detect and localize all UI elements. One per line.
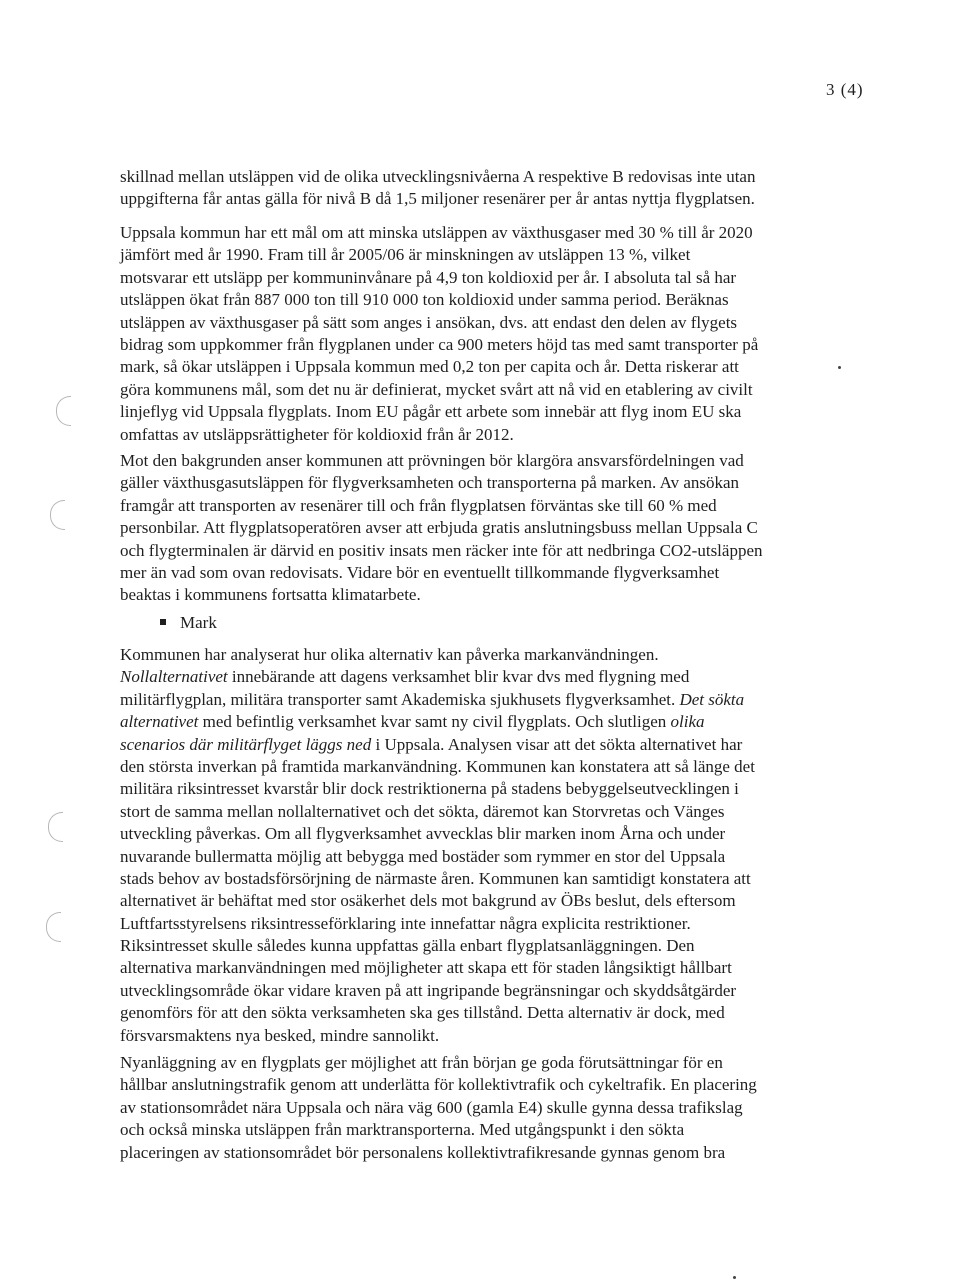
text-line: motsvarar ett utsläpp per kommuninvånare på 4,9 ton koldioxid per år. I absoluta tal så har xyxy=(120,267,737,287)
paragraph-2 xyxy=(120,222,880,446)
text-line xyxy=(120,644,880,666)
text-line: skillnad mellan utsläppen vid de olika utvecklingsnivåerna A respektive B redovisas inte utan xyxy=(120,167,756,186)
italic-term: scenarios där militärflyget läggs ned xyxy=(120,734,372,754)
text-line xyxy=(120,734,880,756)
text-run: i Uppsala. Analysen visar att det sökta alternativet har xyxy=(371,734,743,754)
bullet-square-icon xyxy=(160,619,166,625)
text-line: Uppsala kommun har ett mål om att minska utsläppen av växthusgaser med 30 % till år 2020 xyxy=(120,223,753,242)
text-line xyxy=(120,846,880,868)
text-line: Nyanläggning av en flygplats ger möjlighet att från början ge goda förutsättningar för en xyxy=(120,1053,723,1072)
text-line: framgår att transporten av resenärer till och från flygplatsen förväntas ske till 60 % med xyxy=(120,495,717,515)
text-line: Mot den bakgrunden anser kommunen att prövningen bör klargöra ansvarsfördelningen vad xyxy=(120,451,744,470)
text-run: utveckling påverkas. Om all flygverksamhet avvecklas blir marken inom Årna och under xyxy=(120,824,726,844)
text-run: Luftfartsstyrelsens riksintresseförklaring inte innefattar några explicita restriktioner. xyxy=(120,913,691,933)
margin-mark xyxy=(50,500,65,530)
text-run: militära riksintresset kvarstår blir dock restriktionerna på stadens bebyggelseutvecklingen i xyxy=(120,779,739,799)
text-line: jämfört med år 1990. Fram till år 2005/06 är minskningen av utsläppen 13 %, vilket xyxy=(120,245,691,265)
text-line: personbilar. Att flygplatsoperatören avser att erbjuda gratis anslutningsbuss mellan Uppsala C xyxy=(120,518,758,538)
text-run: utvecklingsområde ökar vidare kraven på att ingripande begränsningar och skyddsåtgärder xyxy=(120,980,737,1000)
text-line: hållbar anslutningstrafik genom att underlätta för kollektivtrafik och cykeltrafik. En placering xyxy=(120,1075,757,1095)
text-run: stads behov av bostadsförsörjning de närmaste åren. Kommunen kan samtidigt konstatera att xyxy=(120,868,751,888)
italic-term: Nollalternativet xyxy=(120,667,228,687)
margin-mark xyxy=(48,812,63,842)
text-line xyxy=(120,823,880,845)
text-line xyxy=(120,756,880,778)
text-line: utsläppen ökat från 887 000 ton till 910 000 ton koldioxid under samma period. Beräknas xyxy=(120,290,729,310)
speck xyxy=(733,1276,736,1279)
text-line: göra kommunens mål, som det nu är definierat, mycket svårt att nå vid en etablering av civilt xyxy=(120,379,753,399)
paragraph-3 xyxy=(120,450,880,607)
text-run: stort de samma mellan nollalternativet och det sökta, däremot kan Storvretas och Vänges xyxy=(120,801,725,821)
text-line: placeringen av stationsområdet bör personalens kollektivtrafikresande gynnas genom bra xyxy=(120,1142,726,1162)
text-run: försvarsmaktens nya besked, mindre sannolikt. xyxy=(120,1025,440,1045)
text-run: den största inverkan på framtida markanvändning. Kommunen kan konstatera att så länge det xyxy=(120,756,755,776)
text-line xyxy=(120,1002,880,1024)
mark-section xyxy=(120,644,880,1047)
text-line xyxy=(120,801,880,823)
italic-term: olika xyxy=(670,712,705,732)
text-run: nuvarande bullermatta möjlig att bebygga med bostäder som rymmer en stor del Uppsala xyxy=(120,846,726,866)
text-run: militärflygplan, militära transporter samt Akademiska sjukhusets flygverksamhet. xyxy=(120,689,680,709)
text-run: Riksintresset skulle således kunna uppfattas gälla enbart flygplatsanläggningen. Den xyxy=(120,936,695,956)
text-line: uppgifterna får antas gälla för nivå B då 1,5 miljoner resenärer per år antas nyttja flygplatsen. xyxy=(120,189,755,209)
text-line: omfattas av utsläppsrättigheter för koldioxid från år 2012. xyxy=(120,424,514,444)
text-line xyxy=(120,666,880,688)
text-line: utsläppen av växthusgaser på sätt som anges i ansökan, dvs. att endast den delen av flygets xyxy=(120,312,738,332)
text-line xyxy=(120,1025,880,1047)
text-run: alternativa markanvändningen med möjligheter att skapa ett för staden långsiktigt hållbart xyxy=(120,958,732,978)
text-run: alternativet är behäftat med stor osäkerhet dels mot bakgrund av ÖBs beslut, dels eftersom xyxy=(120,891,736,911)
paragraph-1 xyxy=(120,166,880,211)
text-line xyxy=(120,980,880,1002)
italic-term: alternativet xyxy=(120,712,199,732)
text-line: beaktas i kommunens fortsatta klimatarbete. xyxy=(120,585,421,605)
margin-mark xyxy=(56,396,71,426)
text-run: Kommunen har analyserat hur olika alternativ kan påverka markanvändningen. xyxy=(120,645,659,664)
text-line: mark, så ökar utsläppen i Uppsala kommun med 0,2 ton per capita och år. Detta riskerar att xyxy=(120,357,739,377)
page-number: 3 (4) xyxy=(826,80,864,99)
text-line: bidrag som uppkommer från flygplanen under ca 900 meters höjd tas med samt transporter på xyxy=(120,334,759,354)
bullet-label: Mark xyxy=(180,613,217,632)
text-line: gäller växthusgasutsläppen för flygverksamheten och transporterna på marken. Av ansökan xyxy=(120,473,740,493)
text-line: av stationsområdet nära Uppsala och nära väg 600 (gamla E4) skulle gynna dessa trafikslag xyxy=(120,1097,743,1117)
text-line: mer än vad som ovan redovisats. Vidare bör en eventuellt tillkommande flygverksamhet xyxy=(120,562,720,582)
text-run: med befintlig verksamhet kvar samt ny civil flygplats. Och slutligen xyxy=(198,712,671,732)
bullet-heading xyxy=(160,612,217,634)
paragraph-last xyxy=(120,1052,880,1164)
text-line xyxy=(120,935,880,957)
text-line: och också minska utsläppen från marktransporterna. Med utgångspunkt i den sökta xyxy=(120,1120,685,1140)
text-run: genomförs för att den sökta verksamheten ska ges tillstånd. Detta alternativ är dock, med xyxy=(120,1003,725,1023)
text-run: innebärande att dagens verksamhet blir kvar dvs med flygning med xyxy=(227,667,690,687)
text-line: linjeflyg vid Uppsala flygplats. Inom EU pågår ett arbete som innebär att flyg inom EU ska xyxy=(120,402,742,422)
text-line xyxy=(120,890,880,912)
speck xyxy=(838,366,841,369)
text-line xyxy=(120,711,880,733)
text-line: och flygterminalen är därvid en positiv insats men räcker inte för att nedbringa CO2-utsläppen xyxy=(120,540,763,560)
text-line xyxy=(120,689,880,711)
text-line xyxy=(120,957,880,979)
text-line xyxy=(120,868,880,890)
italic-term: Det sökta xyxy=(679,689,745,709)
margin-mark xyxy=(46,912,61,942)
text-line xyxy=(120,778,880,800)
text-line xyxy=(120,913,880,935)
